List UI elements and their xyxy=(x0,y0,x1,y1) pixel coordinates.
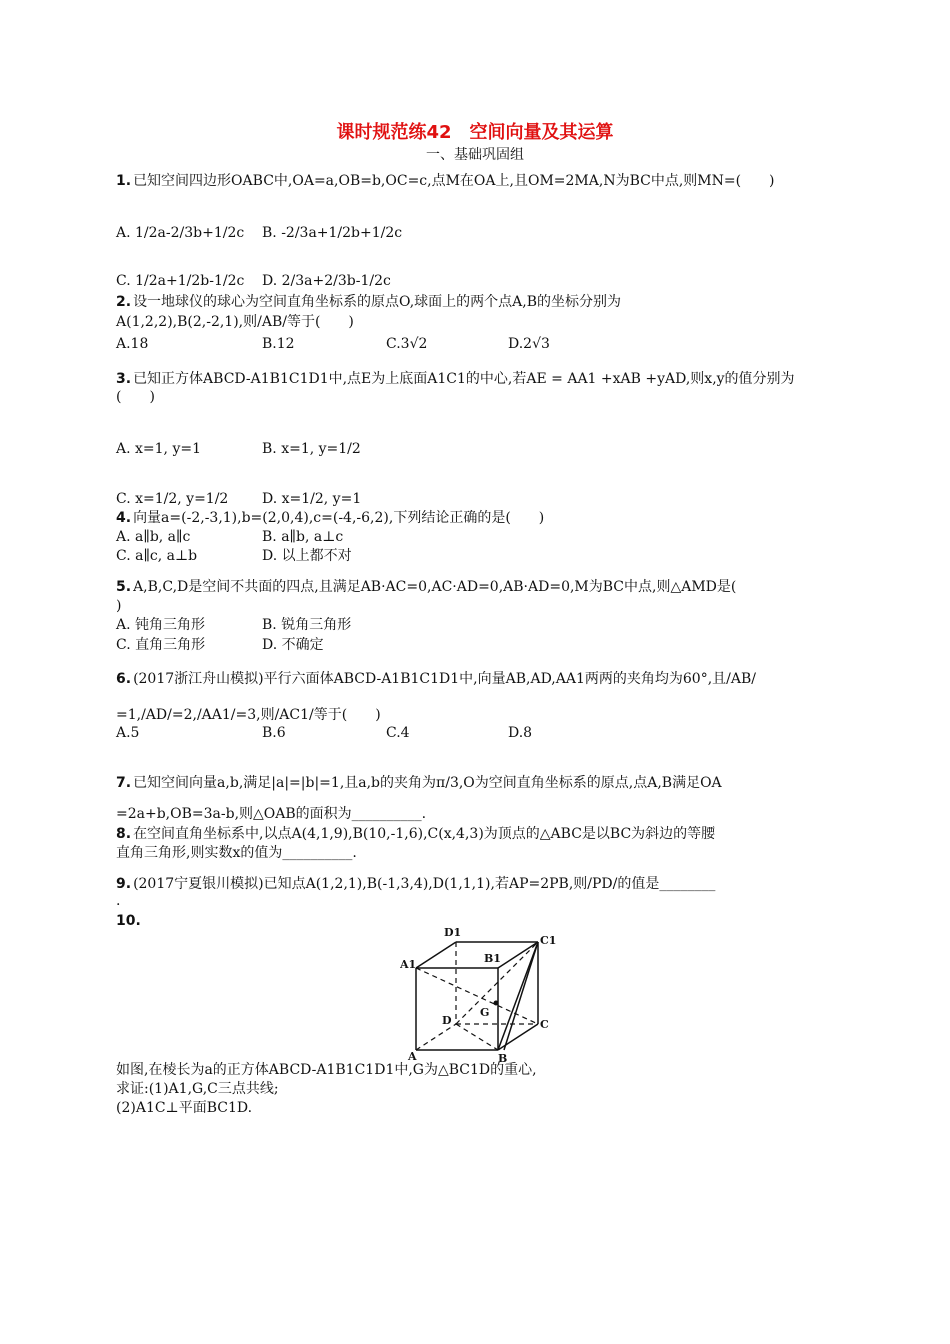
q3-option-a: A. x=1, y=1 xyxy=(116,441,201,457)
q4-option-d: D. 以上都不对 xyxy=(262,548,352,564)
question-text: 向量a=(-2,-3,1),b=(2,0,4),c=(-4,-6,2),下列结论正确的是( ) xyxy=(133,510,545,526)
label-a1: A1 xyxy=(400,958,417,971)
section-heading: 一、基础巩固组 xyxy=(426,147,524,163)
cube-figure xyxy=(400,922,560,1062)
label-c1: C1 xyxy=(540,934,557,947)
label-b: B xyxy=(498,1052,508,1062)
label-d1: D1 xyxy=(444,926,462,939)
question-2-stem-cont: A(1,2,2),B(2,-2,1),则/AB/等于( ) xyxy=(116,314,354,330)
q3-option-b: B. x=1, y=1/2 xyxy=(262,441,361,457)
q5-option-b: B. 锐角三角形 xyxy=(262,617,352,633)
question-8-stem-cont: 直角三角形,则实数x的值为__________. xyxy=(116,845,357,861)
q4-option-b: B. a∥b, a⊥c xyxy=(262,529,344,545)
label-g: G xyxy=(480,1006,490,1019)
q6-option-d: D.8 xyxy=(508,725,533,741)
question-4-stem xyxy=(116,509,544,527)
question-text: 已知正方体ABCD-A1B1C1D1中,点E为上底面A1C1的中心,若AE = AA1 +xAB +yAD,则x,y的值分别为 xyxy=(133,371,795,387)
question-text: (2017浙江舟山模拟)平行六面体ABCD-A1B1C1D1中,向量AB,AD,AA1两两的夹角均为60°,且/AB/ xyxy=(133,671,756,687)
q1-option-b: B. -2/3a+1/2b+1/2c xyxy=(262,225,403,241)
q6-option-c: C.4 xyxy=(386,725,410,741)
question-5-stem-cont: ) xyxy=(116,598,122,614)
q3-option-c: C. x=1/2, y=1/2 xyxy=(116,491,229,507)
question-number: 8. xyxy=(116,826,132,842)
question-9-stem xyxy=(116,875,715,893)
question-6-stem-cont: =1,/AD/=2,/AA1/=3,则/AC1/等于( ) xyxy=(116,707,381,723)
q5-option-c: C. 直角三角形 xyxy=(116,637,206,653)
question-number: 1. xyxy=(116,173,132,189)
centroid-point xyxy=(494,1001,499,1006)
label-c: C xyxy=(540,1018,549,1031)
question-7-stem-cont: =2a+b,OB=3a-b,则△OAB的面积为__________. xyxy=(116,806,427,822)
question-10-part-2: (2)A1C⊥平面BC1D. xyxy=(116,1100,253,1116)
q2-option-d: D.2√3 xyxy=(508,336,550,352)
question-9-stem-cont: . xyxy=(116,893,121,909)
question-number: 6. xyxy=(116,671,132,687)
page-title: 课时规范练42 空间向量及其运算 xyxy=(336,122,614,143)
question-text: (2017宁夏银川模拟)已知点A(1,2,1),B(-1,3,4),D(1,1,1),若AP=2PB,则/PD/的值是________ xyxy=(133,876,716,892)
q2-option-c: C.3√2 xyxy=(386,336,428,352)
label-a: A xyxy=(408,1050,417,1062)
question-text: 已知空间四边形OABC中,OA=a,OB=b,OC=c,点M在OA上,且OM=2MA,N为BC中点,则MN=( ) xyxy=(133,173,775,189)
q1-option-c: C. 1/2a+1/2b-1/2c xyxy=(116,273,245,289)
q2-option-b: B.12 xyxy=(262,336,295,352)
question-10-part-1: 求证:(1)A1,G,C三点共线; xyxy=(116,1081,279,1097)
q1-option-d: D. 2/3a+2/3b-1/2c xyxy=(262,273,391,289)
question-8-stem xyxy=(116,825,715,843)
question-number: 10. xyxy=(116,913,141,929)
question-7-stem xyxy=(116,774,722,792)
q5-option-d: D. 不确定 xyxy=(262,637,324,653)
question-6-stem xyxy=(116,670,756,688)
question-number: 9. xyxy=(116,876,132,892)
q4-option-a: A. a∥b, a∥c xyxy=(116,529,191,545)
question-text: 已知空间向量a,b,满足|a|=|b|=1,且a,b的夹角为π/3,O为空间直角坐标系的原点,点A,B满足OA xyxy=(133,775,722,791)
question-3-stem-cont: ( ) xyxy=(116,389,155,405)
question-10-stem: 如图,在棱长为a的正方体ABCD-A1B1C1D1中,G为△BC1D的重心, xyxy=(116,1062,537,1078)
question-5-stem xyxy=(116,578,736,596)
question-number: 2. xyxy=(116,294,132,310)
question-1-stem xyxy=(116,172,775,190)
question-number: 5. xyxy=(116,579,132,595)
question-number: 3. xyxy=(116,371,132,387)
q4-option-c: C. a∥c, a⊥b xyxy=(116,548,198,564)
q2-option-a: A.18 xyxy=(116,336,149,352)
question-text: 在空间直角坐标系中,以点A(4,1,9),B(10,-1,6),C(x,4,3)为顶点的△ABC是以BC为斜边的等腰 xyxy=(133,826,716,842)
q6-option-a: A.5 xyxy=(116,725,140,741)
question-text: 设一地球仪的球心为空间直角坐标系的原点O,球面上的两个点A,B的坐标分别为 xyxy=(133,294,622,310)
q3-option-d: D. x=1/2, y=1 xyxy=(262,491,362,507)
question-number: 7. xyxy=(116,775,132,791)
label-b1: B1 xyxy=(484,952,501,965)
question-3-stem xyxy=(116,370,795,388)
q5-option-a: A. 钝角三角形 xyxy=(116,617,206,633)
question-number: 4. xyxy=(116,510,132,526)
q6-option-b: B.6 xyxy=(262,725,286,741)
question-text: A,B,C,D是空间不共面的四点,且满足AB·AC=0,AC·AD=0,AB·AD=0,M为BC中点,则△AMD是( xyxy=(133,579,737,595)
q1-option-a: A. 1/2a-2/3b+1/2c xyxy=(116,225,245,241)
label-d: D xyxy=(442,1014,452,1027)
question-10-number xyxy=(116,912,143,930)
question-2-stem xyxy=(116,293,621,311)
